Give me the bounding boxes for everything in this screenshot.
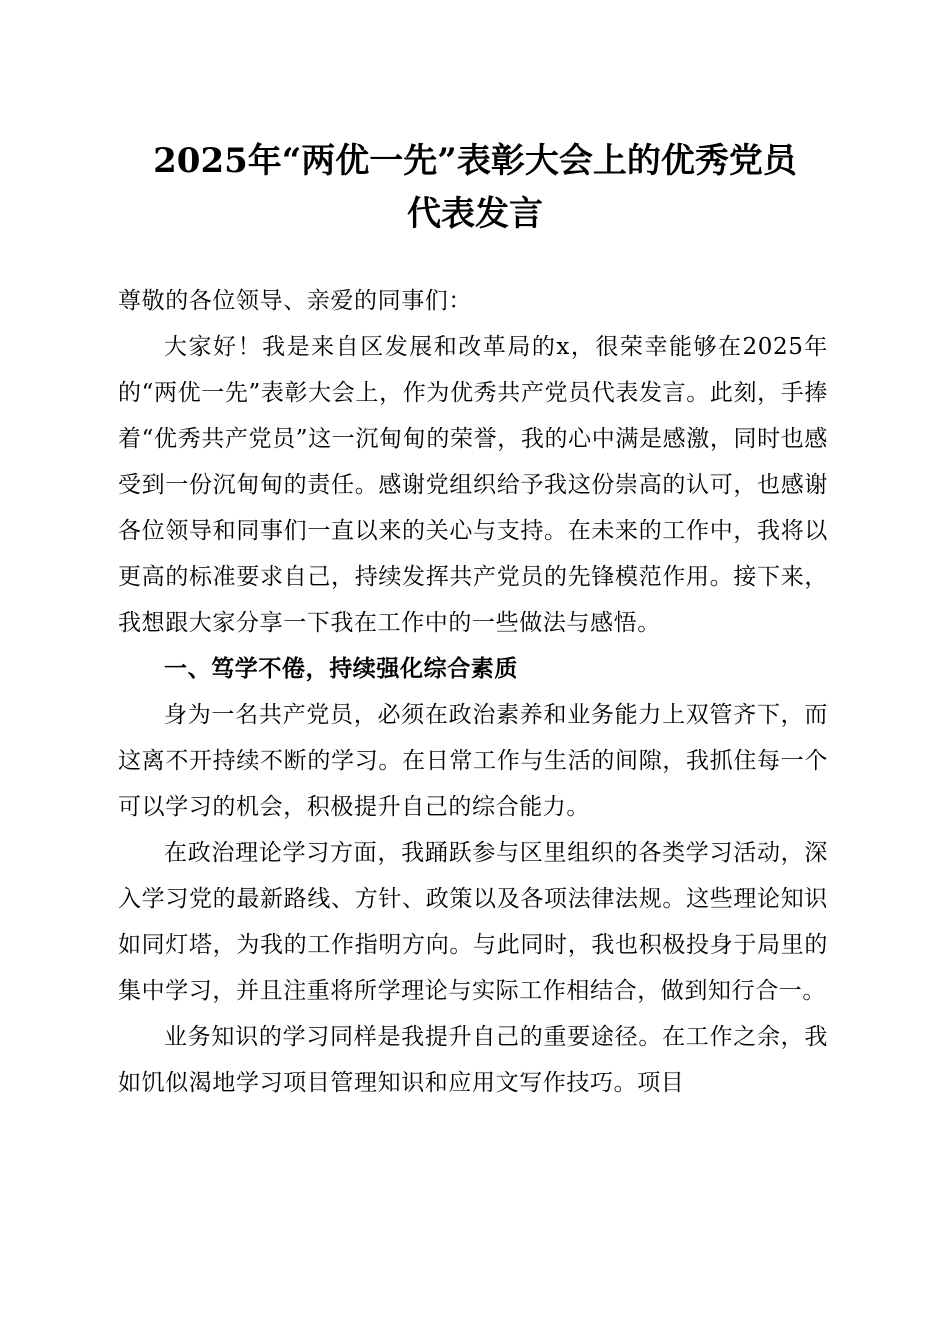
document-body [118, 278, 828, 1106]
section1-paragraph-1: 身为一名共产党员，必须在政治素养和业务能力上双管齐下，而这离不开持续不断的学习。在日常工作与生活的间隙，我抓住每一个可以学习的机会，积极提升自己的综合能力。 [118, 702, 828, 820]
title-line-2: 代表发言 [407, 194, 543, 234]
greeting: 尊敬的各位领导、亲爱的同事们： [118, 288, 472, 314]
section-heading-1: 一、笃学不倦，持续强化综合素质 [164, 656, 518, 682]
intro-paragraph: 大家好！我是来自区发展和改革局的x，很荣幸能够在2025年的“两优一先”表彰大会上，作为优秀共产党员代表发言。此刻，手捧着“优秀共产党员”这一沉甸甸的荣誉，我的心中满是感激，同时也感受到一份沉甸甸的责任。感谢党组织给予我这份崇高的认可，也感谢各位领导和同事们一直以来的关心与支持。在未来的工作中，我将以更高的标准要求自己，持续发挥共产党员的先锋模范作用。接下来，我想跟大家分享一下我在工作中的一些做法与感悟。 [118, 334, 828, 636]
section1-paragraph-3: 业务知识的学习同样是我提升自己的重要途径。在工作之余，我如饥似渴地学习项目管理知识和应用文写作技巧。项目 [118, 1024, 828, 1096]
title-line-1: 2025年“两优一先”表彰大会上的优秀党员 [153, 141, 797, 181]
section1-paragraph-2: 在政治理论学习方面，我踊跃参与区里组织的各类学习活动，深入学习党的最新路线、方针、政策以及各项法律法规。这些理论知识如同灯塔，为我的工作指明方向。与此同时，我也积极投身于局里的集中学习，并且注重将所学理论与实际工作相结合，做到知行合一。 [118, 840, 828, 1004]
document-title [100, 135, 850, 241]
